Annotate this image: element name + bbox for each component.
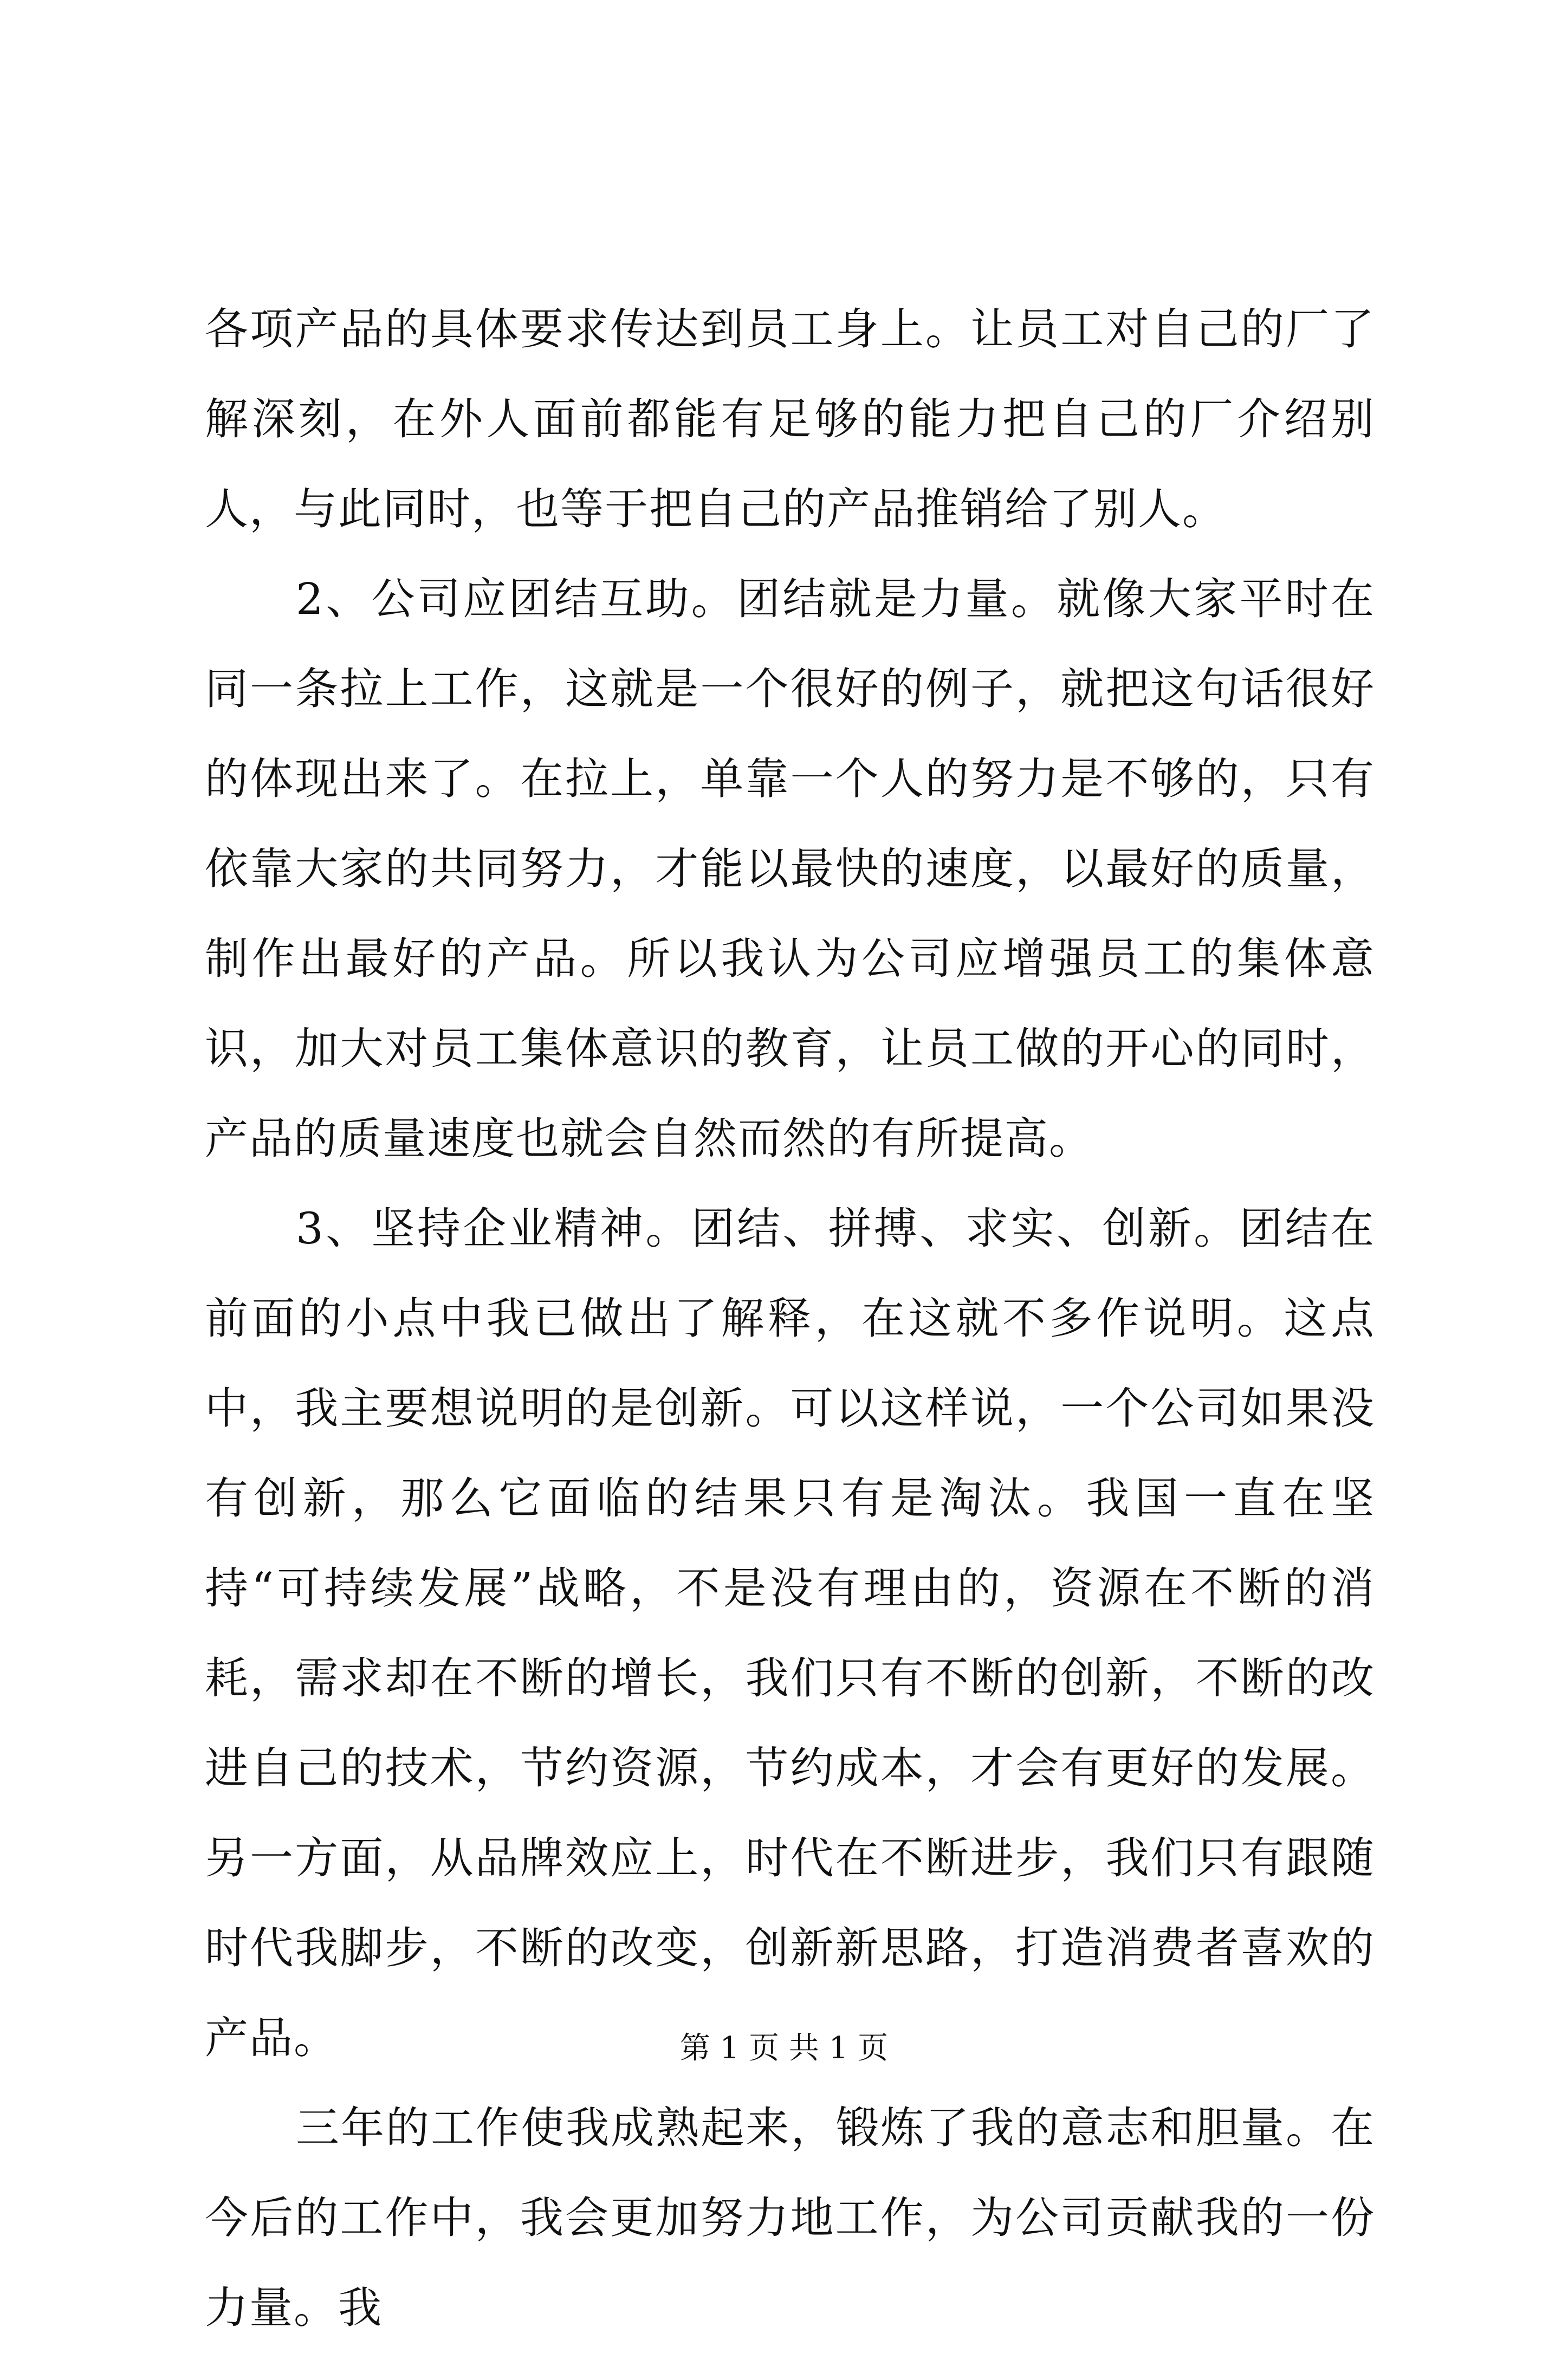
paragraph-2: 2、公司应团结互助。团结就是力量。就像大家平时在同一条拉上工作，这就是一个很好的例子，就把这句话很好的体现出来了。在拉上，单靠一个人的努力是不够的，只有依靠大家的共同努力，才能以最快的速度，以最好的质量，制作出最好的产品。所以我认为公司应增强员工的集体意识，加大对员工集体意识的教育，让员工做的开心的同时，产品的质量速度也就会自然而然的有所提高。 <box>205 574 1375 1164</box>
paragraph-3: 3、坚持企业精神。团结、拼搏、求实、创新。团结在前面的小点中我已做出了解释，在这就不多作说明。这点中，我主要想说明的是创新。可以这样说，一个公司如果没有创新，那么它面临的结果只有是淘汰。我国一直在坚持“可持续发展”战略，不是没有理由的，资源在不断的消耗，需求却在不断的增长，我们只有不断的创新，不断的改进自己的技术，节约资源，节约成本，才会有更好的发展。另一方面，从品牌效应上，时代在不断进步，我们只有跟随时代我脚步，不断的改变，创新新思路，打造消费者喜欢的产品。 <box>205 1203 1375 2063</box>
paragraph-1: 各项产品的具体要求传达到员工身上。让员工对自己的厂了解深刻，在外人面前都能有足够的能力把自己的厂介绍别人，与此同时，也等于把自己的产品推销给了别人。 <box>205 304 1375 534</box>
page-number-footer: 第 1 页 共 1 页 <box>679 2031 889 2066</box>
paragraph-4: 三年的工作使我成熟起来，锻炼了我的意志和胆量。在今后的工作中，我会更加努力地工作，为公司贡献我的一份力量。我 <box>205 2103 1375 2333</box>
